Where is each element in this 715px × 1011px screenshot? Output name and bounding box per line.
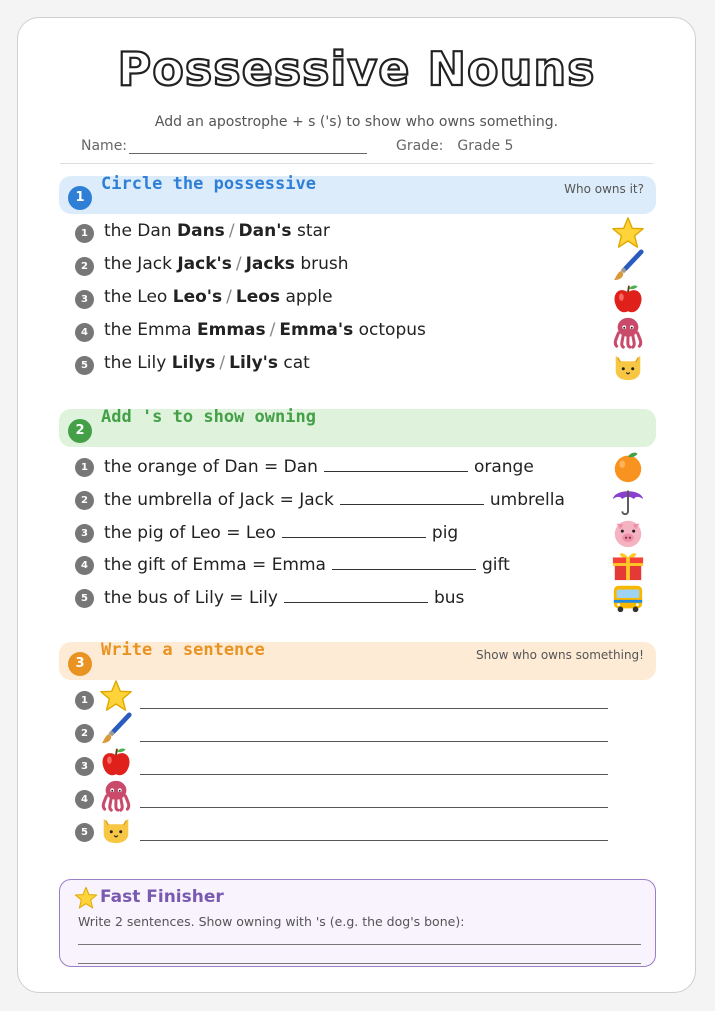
circle-row <box>75 317 635 347</box>
choice-a[interactable]: Emmas <box>197 320 266 340</box>
name-label: Name: <box>81 138 128 154</box>
row-number: 5 <box>75 823 94 842</box>
star-icon <box>610 216 646 250</box>
pig-icon <box>610 516 646 550</box>
section-1-title: Circle the possessive <box>101 174 316 194</box>
row-noun: apple <box>285 287 333 307</box>
choice-separator: / <box>269 320 276 340</box>
row-number: 1 <box>75 224 94 243</box>
writing-line[interactable] <box>140 741 608 742</box>
row-text <box>104 488 565 510</box>
choice-separator: / <box>219 353 226 373</box>
star-icon <box>99 679 133 713</box>
row-prefix: the Leo <box>104 287 168 307</box>
row-text <box>104 553 510 575</box>
row-noun: orange <box>473 457 534 477</box>
row-prompt: the pig of Leo = Leo <box>104 523 276 543</box>
umbrella-icon <box>610 483 646 517</box>
row-noun: cat <box>283 353 310 373</box>
circle-row <box>75 284 635 314</box>
fill-row <box>75 518 635 548</box>
grade-label: Grade: <box>396 138 444 154</box>
row-noun: gift <box>481 555 510 575</box>
fill-row <box>75 550 635 580</box>
section-3-badge: 3 <box>68 652 92 676</box>
row-number: 3 <box>75 757 94 776</box>
section-2-banner <box>59 409 656 447</box>
section-2-badge: 2 <box>68 419 92 443</box>
row-text <box>104 586 464 608</box>
row-text <box>104 287 333 307</box>
fast-finisher-box <box>59 879 656 967</box>
row-number: 4 <box>75 790 94 809</box>
apple-icon <box>610 282 646 316</box>
choice-a[interactable]: Dans <box>177 221 225 241</box>
paintbrush-icon <box>610 249 646 283</box>
row-prompt: the bus of Lily = Lily <box>104 588 278 608</box>
cat-icon <box>610 348 646 382</box>
gift-icon <box>610 548 646 582</box>
section-1-note: Who owns it? <box>564 182 644 196</box>
row-number: 1 <box>75 691 94 710</box>
apple-icon <box>99 745 133 779</box>
circle-row <box>75 350 635 380</box>
choice-a[interactable]: Jack's <box>177 254 232 274</box>
row-prompt: the gift of Emma = Emma <box>104 555 326 575</box>
sentence-row <box>75 685 615 715</box>
name-line[interactable] <box>129 139 367 154</box>
fast-finisher-title: Fast Finisher <box>100 887 224 907</box>
row-number: 3 <box>75 290 94 309</box>
choice-separator: / <box>228 221 235 241</box>
choice-a[interactable]: Lilys <box>171 353 216 373</box>
writing-line[interactable] <box>78 944 641 945</box>
bus-icon <box>610 581 646 615</box>
choice-b[interactable]: Emma's <box>279 320 354 340</box>
answer-blank[interactable] <box>332 553 476 570</box>
row-number: 2 <box>75 724 94 743</box>
choice-separator: / <box>226 287 232 307</box>
choice-b[interactable]: Leos <box>235 287 281 307</box>
writing-line[interactable] <box>140 774 608 775</box>
row-noun: bus <box>433 588 465 608</box>
fill-row <box>75 583 635 613</box>
section-3-banner <box>59 642 656 680</box>
row-text <box>104 221 330 241</box>
octopus-icon <box>610 315 646 349</box>
row-prompt: the umbrella of Jack = Jack <box>104 490 334 510</box>
answer-blank[interactable] <box>284 586 428 603</box>
row-number: 4 <box>75 323 94 342</box>
answer-blank[interactable] <box>282 521 426 538</box>
page-subtitle: Add an apostrophe + s ('s) to show who owns something. <box>154 114 559 130</box>
choice-b[interactable]: Lily's <box>229 353 279 373</box>
row-number: 3 <box>75 524 94 543</box>
orange-icon <box>610 450 646 484</box>
row-number: 1 <box>75 458 94 477</box>
section-1-badge: 1 <box>68 186 92 210</box>
section-2-title: Add 's to show owning <box>101 407 316 427</box>
header-divider <box>60 163 653 164</box>
choice-b[interactable]: Dan's <box>238 221 292 241</box>
choice-b[interactable]: Jacks <box>245 254 295 274</box>
cat-icon <box>99 811 133 845</box>
row-noun: pig <box>431 523 459 543</box>
sentence-row <box>75 817 615 847</box>
star-icon <box>74 886 98 910</box>
row-number: 5 <box>75 589 94 608</box>
name-field[interactable] <box>81 138 367 154</box>
fast-finisher-instructions: Write 2 sentences. Show owning with 's (e.g. the dog's bone): <box>78 914 465 929</box>
row-text <box>104 254 349 274</box>
row-number: 2 <box>75 257 94 276</box>
row-number: 5 <box>75 356 94 375</box>
grade-value: Grade 5 <box>457 138 514 154</box>
writing-line[interactable] <box>140 840 608 841</box>
section-3-note: Show who owns something! <box>476 648 644 662</box>
choice-a[interactable]: Leo's <box>172 287 223 307</box>
grade-field <box>396 138 513 154</box>
sentence-row <box>75 718 615 748</box>
row-prefix: the Jack <box>104 254 172 274</box>
page-title: Possessive Nouns <box>117 42 596 96</box>
choice-separator: / <box>235 254 242 274</box>
circle-row <box>75 251 635 281</box>
row-number: 4 <box>75 556 94 575</box>
sentence-row <box>75 784 615 814</box>
section-1-banner <box>59 176 656 214</box>
answer-blank[interactable] <box>324 455 468 472</box>
writing-line[interactable] <box>140 807 608 808</box>
fill-row <box>75 452 635 482</box>
row-noun: star <box>296 221 330 241</box>
worksheet <box>17 17 696 993</box>
paintbrush-icon <box>99 712 133 746</box>
circle-row <box>75 218 635 248</box>
section-3-title: Write a sentence <box>101 640 265 660</box>
answer-blank[interactable] <box>340 488 484 505</box>
row-number: 2 <box>75 491 94 510</box>
octopus-icon <box>99 778 133 812</box>
row-prompt: the orange of Dan = Dan <box>104 457 318 477</box>
row-noun: octopus <box>358 320 426 340</box>
row-text <box>104 320 426 340</box>
fill-row <box>75 485 635 515</box>
row-text <box>104 455 534 477</box>
row-text <box>104 521 458 543</box>
sentence-row <box>75 751 615 781</box>
row-noun: umbrella <box>489 490 565 510</box>
row-prefix: the Lily <box>104 353 167 373</box>
row-text <box>104 353 310 373</box>
writing-line[interactable] <box>140 708 608 709</box>
row-prefix: the Dan <box>104 221 172 241</box>
writing-line[interactable] <box>78 963 641 964</box>
row-noun: brush <box>300 254 349 274</box>
row-prefix: the Emma <box>104 320 192 340</box>
